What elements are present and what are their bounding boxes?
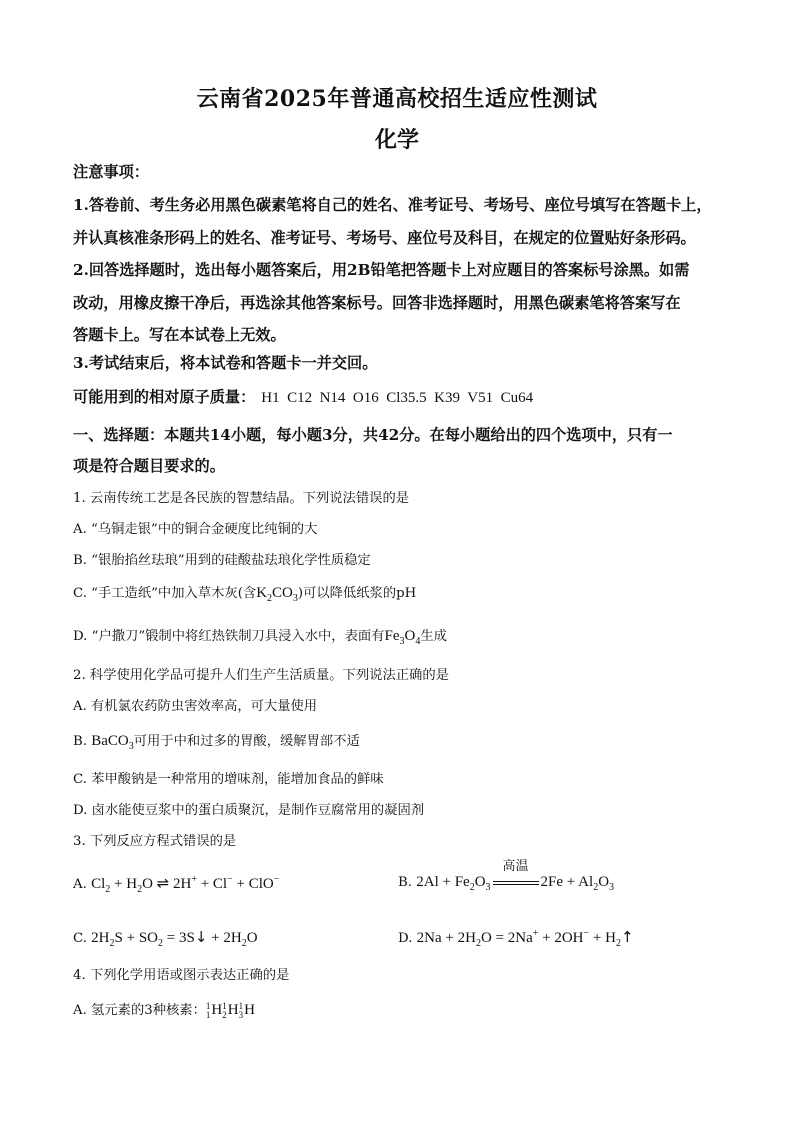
q2-option-b-pre: B. [73, 734, 92, 749]
baco3-formula: BaCO$_3$ [91, 733, 134, 752]
q3-option-a-label: A. [73, 877, 87, 892]
q4-option-a [73, 999, 723, 1020]
fe3o4-formula: $Fe_3O_4$ [384, 628, 421, 647]
note-1-line-1: 1.答卷前、考生务必用黑色碳素笔将自己的姓名、准考证号、考场号、座位号填写在答题卡上， [73, 196, 712, 214]
subject-title: 化学 [374, 127, 419, 153]
q1-option-c-post: )可以降低纸浆的pH [297, 586, 417, 601]
q2-option-b [73, 730, 723, 752]
q3-option-d-label: D. [398, 931, 413, 946]
note-1-line-2: 并认真核准条形码上的姓名、准考证号、考场号、座位号及科目，在规定的位置贴好条形码。 [73, 229, 696, 247]
note-3: 3.考试结束后，将本试卷和答题卡一并交回。 [73, 354, 378, 372]
q2-option-b-post: 可用于中和过多的胃酸，缓解胃部不适 [133, 734, 360, 749]
atomic-masses-values: H1 C12 N14 O16 Cl35.5 K39 V51 Cu64 [261, 390, 534, 406]
q3-option-b-label: B. [398, 875, 412, 890]
note-2-line-2: 改动，用橡皮擦干净后，再选涂其他答案标号。回答非选择题时，用黑色碳素笔将答案写在 [73, 294, 681, 312]
exam-title: 云南省2025年普通高校招生适应性测试 [196, 86, 598, 112]
q1-option-b: B. “银胎掐丝珐琅”用到的硅酸盐珐琅化学性质稳定 [73, 553, 371, 568]
q1-stem: 1. 云南传统工艺是各民族的智慧结晶。下列说法错误的是 [73, 491, 410, 506]
q3-option-c-label: C. [73, 931, 87, 946]
q3-equation-a: $Cl_2 + H_2O$ ⇌ 2H+ + Cl− + ClO− [91, 874, 280, 895]
q3-option-c [73, 928, 393, 949]
q1-option-a: A. “乌铜走银”中的铜合金硬度比纯铜的大 [73, 522, 318, 537]
q3-equation-c: $2H_2S + SO_2$ = 3S↓ + $2H_2O$ [91, 928, 258, 949]
q2-option-a: A. 有机氯农药防虫害效率高，可大量使用 [73, 699, 318, 714]
q3-equation-b: $2Al + Fe_2O_3$ 高温 $2Fe + Al_2O_3$ [416, 874, 614, 890]
q1-option-d-post: 生成 [420, 629, 447, 644]
q1-option-c-pre: C. “手工造纸”中加入草木灰(含 [73, 586, 257, 601]
q1-option-d-pre: D. “户撒刀”锻制中将红热铁制刀具浸入水中，表面有 [73, 629, 385, 644]
q1-option-d [73, 625, 723, 647]
q3-option-b [398, 858, 615, 893]
note-2-line-3: 答题卡上。写在本试卷上无效。 [73, 326, 286, 344]
q2-option-c: C. 苯甲酸钠是一种常用的增味剂，能增加食品的鲜味 [73, 772, 384, 787]
hydrogen-isotopes: 1 1 H 1 2 H 1 3 H [205, 1000, 255, 1020]
q4-option-a-pre: A. 氢元素的3种核素： [73, 1003, 206, 1018]
q3-option-d [398, 928, 634, 949]
section-1-line-1: 一、选择题：本题共14小题，每小题3分，共42分。在每小题给出的四个选项中，只有一 [73, 426, 673, 444]
q3-equation-d: $2Na + 2H_2O = 2Na^+ + 2OH^-$ + $H_2↑$ [416, 928, 634, 949]
q2-option-d: D. 卤水能使豆浆中的蛋白质聚沉，是制作豆腐常用的凝固剂 [73, 803, 425, 818]
atomic-masses-label: 可能用到的相对原子质量： [73, 388, 256, 406]
atomic-masses [73, 386, 723, 407]
q2-stem: 2. 科学使用化学品可提升人们生产生活质量。下列说法正确的是 [73, 668, 449, 683]
q4-stem: 4. 下列化学用语或图示表达正确的是 [73, 968, 290, 983]
k2co3-formula: $K_2CO_3$ [256, 585, 298, 604]
q1-option-c [73, 582, 723, 604]
notes-heading: 注意事项： [73, 163, 149, 181]
note-2-line-1: 2.回答选择题时，选出每小题答案后，用2B铅笔把答题卡上对应题目的答案标号涂黑。如需 [73, 261, 690, 279]
q3-stem: 3. 下列反应方程式错误的是 [73, 834, 237, 849]
section-1-line-2: 项是符合题目要求的。 [73, 457, 225, 475]
q3-option-a [73, 874, 393, 895]
q3-b-condition: 高温 [502, 858, 529, 873]
